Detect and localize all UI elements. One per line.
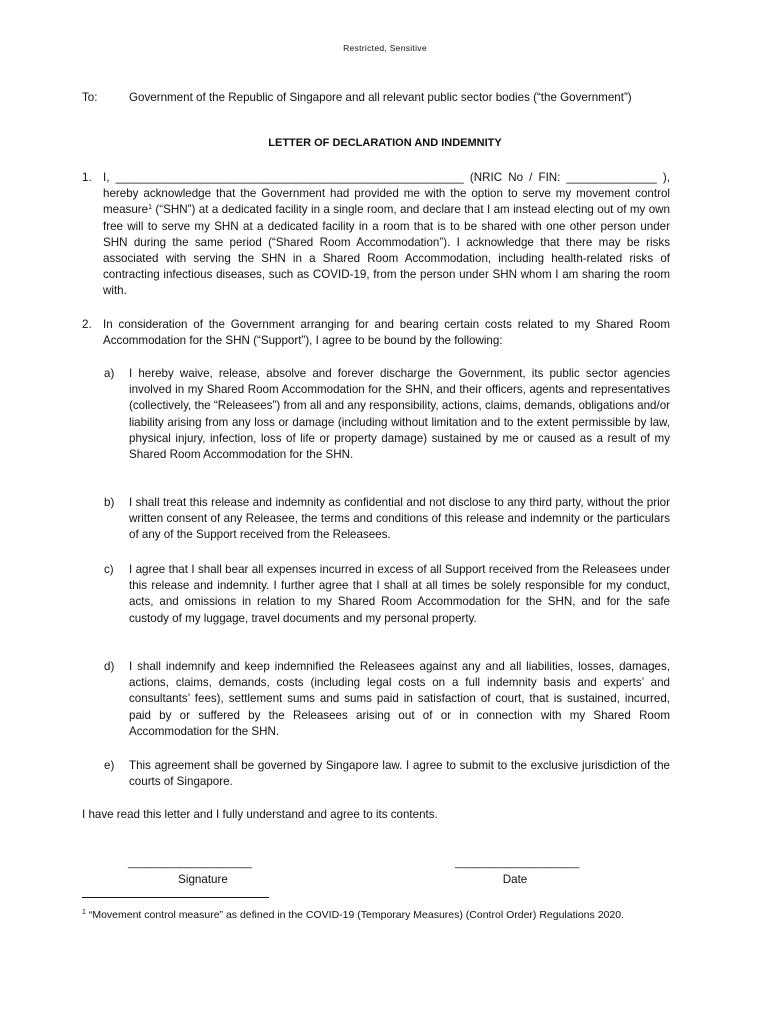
paragraph-1 [82, 170, 670, 300]
clause-text: I agree that I shall bear all expenses incurred in excess of all Support received from the Releasees under this release and indemnity. I further agree that I shall at all times be solely responsible for my conduct, acts, and omissions in relation to my Shared Room Accommodation for the SHN, and for the safe custody of my luggage, travel documents and my personal property. [129, 563, 670, 625]
paragraph-body [103, 170, 670, 300]
footnote-reference: 1 [148, 204, 153, 212]
clause-text: I shall indemnify and keep indemnified the Releasees against any and all liabilities, losses, damages, actions, claims, demands, costs (including legal costs on a full indemnity basis and experts’ and consultants’ fees), settlement sums and sums paid in satisfaction of court, that is sustained, incurred, paid by or suffered by the Releasees arising out of or in connection with my Shared Room Accommodation for the SHN. [129, 660, 670, 738]
paragraph-number: 2. [82, 318, 92, 331]
clause-c [104, 562, 670, 627]
footnote-text: “Movement control measure” as defined in the COVID-19 (Temporary Measures) (Control Order) Regulations 2020. [85, 909, 624, 921]
clause-text: I shall treat this release and indemnity as confidential and not disclose to any third party, without the prior written consent of any Releasee, the terms and conditions of this release and indemnity or the particulars of any of the Support received from the Releasees. [129, 496, 670, 542]
footnote [82, 907, 670, 923]
clause-text: This agreement shall be governed by Singapore law. I agree to submit to the exclusive jurisdiction of the courts of Singapore. [129, 759, 670, 789]
date-label: Date [502, 873, 528, 886]
signature-label: Signature [178, 873, 228, 886]
paragraph-2 [82, 317, 670, 349]
date-line: ______________________ [455, 857, 579, 869]
paragraph-text: I, ______________________________________________________ (NRIC No / FIN: ______________ ), hereby acknowledge that the Government had provided me with the option to serve my movement control measure [103, 171, 670, 217]
clause-label: e) [104, 759, 115, 772]
addressee-text: Government of the Republic of Singapore and all relevant public sector bodies (“the Government”) [129, 91, 632, 104]
clause-label: c) [104, 563, 114, 576]
clause-a [104, 366, 670, 463]
footnote-mark: 1 [82, 909, 86, 916]
footnote-divider [82, 897, 269, 898]
paragraph-body: In consideration of the Government arranging for and bearing certain costs related to my Shared Room Accommodation for the SHN (“Support”), I agree to be bound by the following: [103, 318, 670, 348]
document-title: LETTER OF DECLARATION AND INDEMNITY [268, 137, 502, 149]
paragraph-number: 1. [82, 171, 92, 184]
clause-label: b) [104, 496, 115, 509]
classification-label: Restricted, Sensitive [343, 43, 427, 53]
addressee-label: To: [82, 91, 98, 104]
clause-e [104, 758, 670, 790]
signature-line: ______________________ [128, 857, 252, 869]
clause-text: I hereby waive, release, absolve and forever discharge the Government, its public sector agencies involved in my Shared Room Accommodation for the SHN, and their officers, agents and representatives (collectively, the “Releasees”) from all and any responsibility, actions, claims, demands, obligations and/or liability arising from any loss or damage (including without limitation and to the extent permissible by law, physical injury, infection, loss of life or property damage) sustained by me or caused as a result of my Shared Room Accommodation for the SHN. [129, 367, 670, 462]
paragraph-text: (“SHN”) at a dedicated facility in a single room, and declare that I am instead electing out of my own free will to serve my SHN at a dedicated facility in a room that is to be shared with one other person under SHN during the same period (“Shared Room Accommodation”). I acknowledge that there may be risks associated with serving the SHN in a Shared Room Accommodation, including health-related risks of contracting infectious diseases, such as COVID-19, from the person under SHN whom I am sharing the room with. [103, 203, 670, 298]
closing-statement: I have read this letter and I fully understand and agree to its contents. [82, 808, 438, 821]
clause-label: d) [104, 660, 115, 673]
addressee-block [82, 89, 670, 107]
clause-label: a) [104, 367, 115, 380]
clause-d [104, 659, 670, 740]
clause-b [104, 495, 670, 544]
